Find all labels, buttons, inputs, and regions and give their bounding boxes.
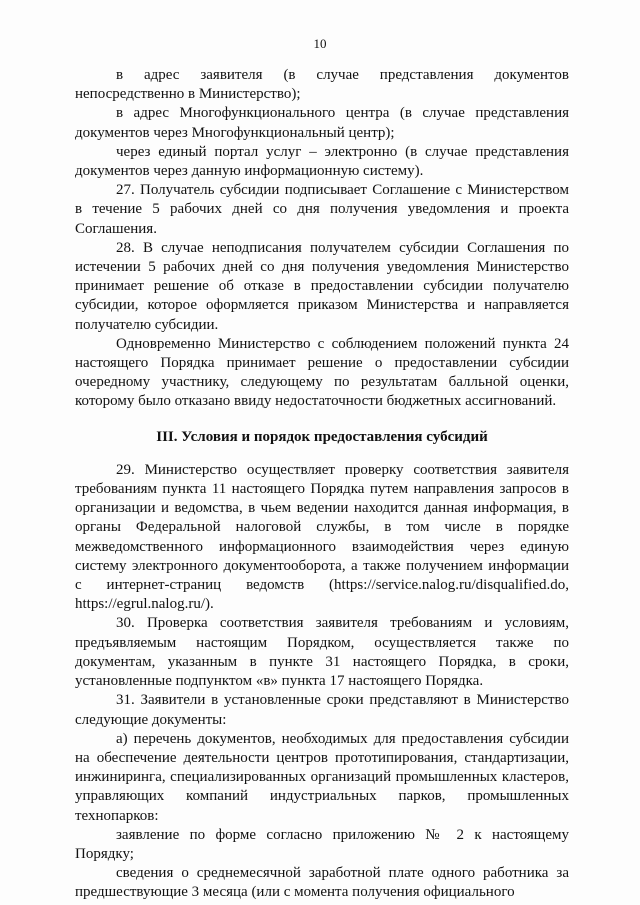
paragraph-delivery-portal: через единый портал услуг – электронно (в случае представления документов через данную информационную систему). — [75, 143, 569, 180]
paragraph-simultaneously: Одновременно Министерство с соблюдением положений пункта 24 настоящего Порядка принимает решение о предоставлении субсидии очередному участнику, следующему по результатам балльной оценки, которому было отказано ввиду недостаточности бюджетных ассигнований. — [75, 335, 569, 410]
paragraph-salary-info: сведения о среднемесячной заработной плате одного работника за предшествующие 3 месяца (или с момента получения официального — [75, 865, 569, 901]
paragraph-27: 27. Получатель субсидии подписывает Соглашение с Министерством в течение 5 рабочих дней со дня получения уведомления и проекта Соглашения. — [75, 182, 569, 237]
document-body — [75, 66, 569, 903]
paragraph-28: 28. В случае неподписания получателем субсидии Соглашения по истечении 5 рабочих дней со дня получения уведомления Министерство принимает решение об отказе в предоставлении субсидии получателю субсидии, которое оформляется приказом Министерства и направляется получателю субсидии. — [75, 239, 569, 333]
page-number: 10 — [313, 36, 327, 51]
section-heading: III. Условия и порядок предоставления субсидий — [156, 428, 488, 445]
paragraph-delivery-applicant: в адрес заявителя (в случае представления документов непосредственно в Министерство); — [75, 67, 569, 103]
paragraph-30: 30. Проверка соответствия заявителя требованиям и условиям, предъявляемым настоящим Порядком, осуществляется также по документам, указанным в пункте 31 настоящего Порядка, в сроки, установленные подпунктом «в» пункта 17 настоящего Порядка. — [75, 615, 569, 690]
paragraph-31: 31. Заявители в установленные сроки представляют в Министерство следующие документы: — [75, 692, 569, 728]
paragraph-29: 29. Министерство осуществляет проверку соответствия заявителя требованиям пункта 11 настоящего Порядка путем направления запросов в организации и ведомства, в чьем ведении находится данная информация, в органы Федеральной налоговой службы, в том числе в порядке межведомственного информационного взаимодействия через единую систему электронного документооборота, а также получением информации с интернет-страниц ведомств (https://service.nalog.ru/disqualified.do, https://egrul.nalog.ru/). — [75, 461, 569, 613]
paragraph-31-a: а) перечень документов, необходимых для предоставления субсидии на обеспечение деятельности центров прототипирования, стандартизации, инжиниринга, специализированных организаций промышленных кластеров, управляющих компаний индустриальных парков, промышленных технопарков: — [75, 730, 569, 824]
paragraph-application-form: заявление по форме согласно приложению № 2 к настоящему Порядку; — [75, 826, 569, 862]
paragraph-delivery-mfc: в адрес Многофункционального центра (в случае представления документов через Многофункциональный центр); — [75, 105, 569, 141]
